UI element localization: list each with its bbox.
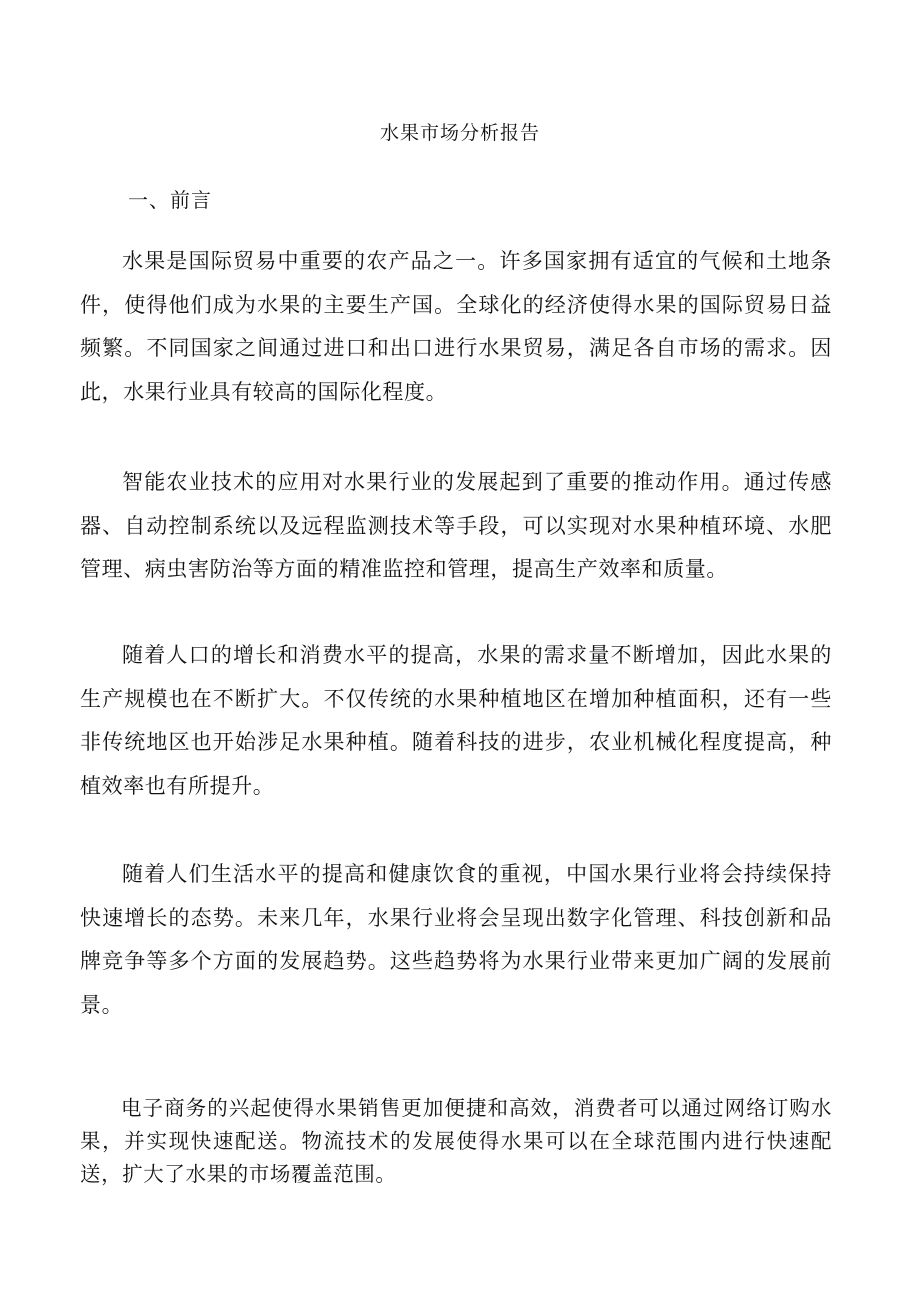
paragraph-international-trade: 水果是国际贸易中重要的农产品之一。许多国家拥有适宜的气候和土地条件，使得他们成为水果的主要生产国。全球化的经济使得水果的国际贸易日益频繁。不同国家之间通过进口和出口进行水果贸易，满足各自市场的需求。因此，水果行业具有较高的国际化程度。 (80, 249, 832, 404)
paragraph-ecommerce: 电子商务的兴起使得水果销售更加便捷和高效，消费者可以通过网络订购水果，并实现快速配送。物流技术的发展使得水果可以在全球范围内进行快速配送，扩大了水果的市场覆盖范围。 (80, 1096, 832, 1186)
paragraph-production-scale: 随着人口的增长和消费水平的提高，水果的需求量不断增加，因此水果的生产规模也在不断扩大。不仅传统的水果种植地区在增加种植面积，还有一些非传统地区也开始涉足水果种植。随着科技的进步，农业机械化程度提高，种植效率也有所提升。 (80, 643, 832, 798)
paragraph-smart-agriculture: 智能农业技术的应用对水果行业的发展起到了重要的推动作用。通过传感器、自动控制系统以及远程监测技术等手段，可以实现对水果种植环境、水肥管理、病虫害防治等方面的精准监控和管理，提高生产效率和质量。 (80, 470, 832, 581)
document-title: 水果市场分析报告 (379, 122, 540, 144)
section-heading: 一、前言 (128, 188, 212, 212)
paragraph-growth-trend: 随着人们生活水平的提高和健康饮食的重视，中国水果行业将会持续保持快速增长的态势。未来几年，水果行业将会呈现出数字化管理、科技创新和品牌竞争等多个方面的发展趋势。这些趋势将为水果行业带来更加广阔的发展前景。 (80, 862, 832, 1017)
